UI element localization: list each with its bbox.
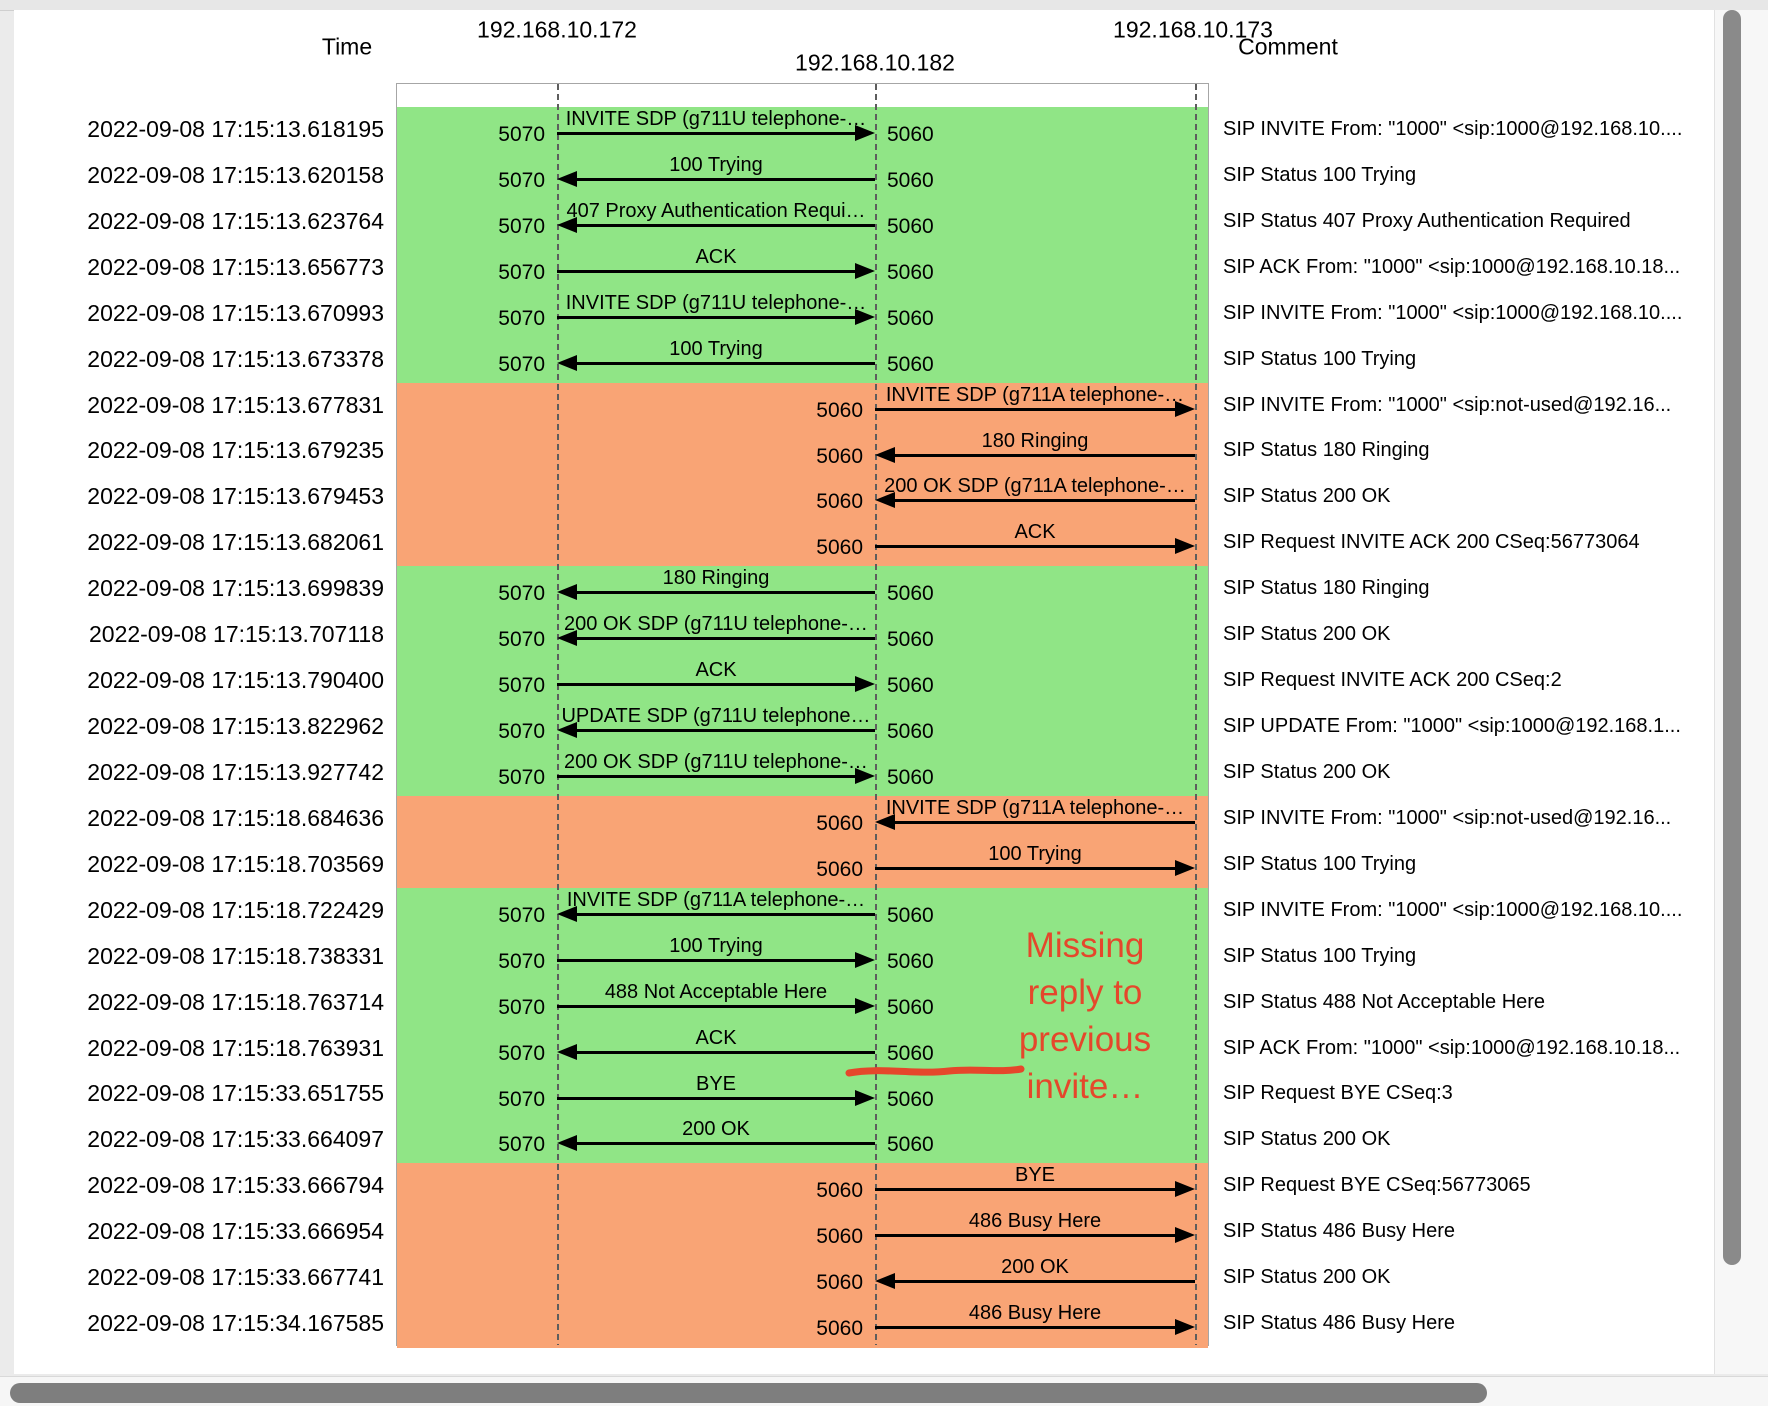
right-port-label: 5060 [887, 674, 934, 698]
message-arrow [891, 1280, 1195, 1283]
timestamp: 2022-09-08 17:15:13.623764 [87, 207, 384, 234]
timestamp: 2022-09-08 17:15:13.677831 [87, 391, 384, 418]
timestamp: 2022-09-08 17:15:33.667741 [87, 1264, 384, 1291]
message-label: 200 OK SDP (g711U telephone-… [564, 613, 868, 636]
message-label: INVITE SDP (g711A telephone-… [885, 796, 1185, 819]
comment-text: SIP Status 180 Ringing [1223, 577, 1430, 600]
message-label: ACK [695, 659, 737, 682]
message-arrow [573, 1051, 875, 1054]
message-arrow [875, 1188, 1179, 1191]
left-port-label: 5070 [498, 582, 545, 606]
left-port-label: 5060 [816, 1179, 863, 1203]
message-arrow [557, 683, 859, 686]
horizontal-scrollbar-track[interactable] [0, 1376, 1768, 1406]
message-arrow [891, 499, 1195, 502]
message-arrow [557, 132, 859, 135]
timestamp: 2022-09-08 17:15:13.656773 [87, 253, 384, 280]
timestamp: 2022-09-08 17:15:13.670993 [87, 299, 384, 326]
message-arrow [573, 637, 875, 640]
message-arrow [573, 913, 875, 916]
host-header-1: 192.168.10.172 [477, 16, 637, 43]
left-port-label: 5070 [498, 903, 545, 927]
message-label: 200 OK [682, 1118, 750, 1141]
message-arrow [875, 545, 1179, 548]
left-port-label: 5070 [498, 949, 545, 973]
message-arrow [891, 454, 1195, 457]
left-port-label: 5070 [498, 123, 545, 146]
comment-text: SIP Status 200 OK [1223, 1266, 1391, 1289]
comment-text: SIP INVITE From: "1000" <sip:1000@192.168.10.... [1223, 898, 1683, 921]
left-port-label: 5060 [816, 1271, 863, 1295]
message-arrow [875, 1234, 1179, 1237]
timestamp: 2022-09-08 17:15:13.620158 [87, 161, 384, 188]
host-lifeline-3 [1195, 84, 1197, 1345]
left-port-label: 5070 [498, 766, 545, 790]
right-port-label: 5060 [887, 260, 934, 284]
comment-column-header: Comment [1238, 33, 1338, 60]
comment-text: SIP Status 100 Trying [1223, 163, 1417, 186]
right-port-label: 5060 [887, 766, 934, 790]
message-label: 100 Trying [669, 153, 763, 176]
comment-text: SIP UPDATE From: "1000" <sip:1000@192.168.1... [1223, 715, 1681, 738]
timestamp: 2022-09-08 17:15:13.699839 [87, 575, 384, 602]
comment-text: SIP Status 486 Busy Here [1223, 1220, 1455, 1243]
message-label: 486 Busy Here [968, 1210, 1102, 1233]
message-arrow [557, 1097, 859, 1100]
timestamp: 2022-09-08 17:15:33.666794 [87, 1172, 384, 1199]
right-port-label: 5060 [887, 949, 934, 973]
message-label: 100 Trying [669, 337, 763, 360]
right-port-label: 5060 [887, 1087, 934, 1111]
comment-text: SIP Status 200 OK [1223, 623, 1391, 646]
annotation-line: previous [1018, 1020, 1152, 1059]
message-arrow [573, 1142, 875, 1145]
right-port-label: 5060 [887, 1041, 934, 1065]
comment-text: SIP Request INVITE ACK 200 CSeq:56773064 [1223, 531, 1640, 554]
message-label: INVITE SDP (g711U telephone-… [565, 108, 867, 130]
right-port-label: 5060 [887, 903, 934, 927]
message-label: 407 Proxy Authentication Requi… [566, 199, 866, 222]
comment-text: SIP Status 200 OK [1223, 760, 1391, 783]
comment-text: SIP Status 100 Trying [1223, 852, 1417, 875]
annotation-underline-stroke [845, 1062, 1027, 1082]
host-lifeline-1 [557, 84, 559, 1345]
message-label: 180 Ringing [662, 567, 770, 590]
host-header-2: 192.168.10.182 [795, 49, 955, 76]
message-arrow [891, 821, 1195, 824]
annotation-line: Missing [1025, 926, 1145, 965]
timestamp: 2022-09-08 17:15:13.682061 [87, 529, 384, 556]
message-arrow [573, 362, 875, 365]
message-label: ACK [695, 245, 737, 268]
message-label: 100 Trying [988, 842, 1082, 865]
comment-text: SIP Status 200 OK [1223, 485, 1391, 508]
comment-text: SIP Status 407 Proxy Authentication Required [1223, 209, 1631, 232]
timestamp: 2022-09-08 17:15:18.684636 [87, 804, 384, 831]
message-label: 200 OK [1001, 1256, 1069, 1279]
comment-text: SIP INVITE From: "1000" <sip:1000@192.168.10.... [1223, 117, 1683, 140]
left-port-label: 5060 [816, 444, 863, 468]
message-label: 180 Ringing [981, 429, 1089, 452]
message-arrow [573, 729, 875, 732]
comment-text: SIP Request BYE CSeq:3 [1223, 1082, 1453, 1105]
horizontal-scrollbar-thumb[interactable] [10, 1383, 1487, 1403]
message-arrow [573, 224, 875, 227]
comment-text: SIP ACK From: "1000" <sip:1000@192.168.10.18... [1223, 1036, 1681, 1059]
comment-text: SIP INVITE From: "1000" <sip:not-used@192.16... [1223, 393, 1672, 416]
message-arrow [573, 591, 875, 594]
comment-text: SIP Status 180 Ringing [1223, 439, 1430, 462]
comment-text: SIP INVITE From: "1000" <sip:not-used@192.16... [1223, 806, 1672, 829]
left-port-label: 5060 [816, 536, 863, 560]
left-port-label: 5070 [498, 1087, 545, 1111]
message-label: 486 Busy Here [968, 1302, 1102, 1325]
left-port-label: 5060 [816, 811, 863, 835]
message-arrow [557, 775, 859, 778]
message-label: UPDATE SDP (g711U telephone… [561, 705, 871, 728]
left-port-label: 5070 [498, 1133, 545, 1157]
left-port-label: 5070 [498, 674, 545, 698]
timestamp: 2022-09-08 17:15:18.763931 [87, 1034, 384, 1061]
comment-text: SIP INVITE From: "1000" <sip:1000@192.168.10.... [1223, 301, 1683, 324]
timestamp: 2022-09-08 17:15:13.790400 [87, 667, 384, 694]
right-port-label: 5060 [887, 168, 934, 192]
message-label: INVITE SDP (g711U telephone-… [565, 291, 867, 314]
message-label: BYE [695, 1072, 737, 1095]
timestamp: 2022-09-08 17:15:13.822962 [87, 713, 384, 740]
right-port-label: 5060 [887, 1133, 934, 1157]
message-label: ACK [1014, 521, 1056, 544]
timestamp: 2022-09-08 17:15:18.703569 [87, 850, 384, 877]
annotation-line: invite… [1026, 1067, 1144, 1106]
message-arrow [875, 867, 1179, 870]
message-arrow [875, 408, 1179, 411]
host-header-3: 192.168.10.173 [1113, 16, 1273, 43]
message-arrow [557, 270, 859, 273]
vertical-scrollbar-thumb[interactable] [1723, 10, 1741, 1265]
timestamp: 2022-09-08 17:15:13.679453 [87, 483, 384, 510]
timestamp: 2022-09-08 17:15:34.167585 [87, 1310, 384, 1337]
comment-text: SIP Status 488 Not Acceptable Here [1223, 990, 1546, 1013]
left-port-label: 5060 [816, 1225, 863, 1249]
left-port-label: 5070 [498, 260, 545, 284]
right-port-label: 5060 [887, 720, 934, 744]
comment-text: SIP Request INVITE ACK 200 CSeq:2 [1223, 669, 1562, 692]
comment-text: SIP Request BYE CSeq:56773065 [1223, 1174, 1531, 1197]
right-port-label: 5060 [887, 582, 934, 606]
message-label: 200 OK SDP (g711U telephone-… [564, 751, 868, 774]
vertical-scrollbar-track[interactable] [1714, 10, 1768, 1374]
message-label: INVITE SDP (g711A telephone-… [885, 383, 1185, 406]
left-port-label: 5070 [498, 168, 545, 192]
timestamp: 2022-09-08 17:15:33.666954 [87, 1218, 384, 1245]
message-arrow [557, 316, 859, 319]
comment-text: SIP ACK From: "1000" <sip:1000@192.168.10.18... [1223, 255, 1681, 278]
message-label: 488 Not Acceptable Here [604, 980, 828, 1003]
time-column-header: Time [321, 33, 373, 60]
right-port-label: 5060 [887, 352, 934, 376]
timestamp: 2022-09-08 17:15:13.673378 [87, 345, 384, 372]
left-port-label: 5060 [816, 1317, 863, 1341]
timestamp: 2022-09-08 17:15:13.618195 [87, 115, 384, 142]
timestamp: 2022-09-08 17:15:18.738331 [87, 942, 384, 969]
message-arrow [875, 1326, 1179, 1329]
left-port-label: 5060 [816, 490, 863, 514]
left-port-label: 5070 [498, 214, 545, 238]
message-label: ACK [695, 1026, 737, 1049]
comment-text: SIP Status 200 OK [1223, 1128, 1391, 1151]
left-port-label: 5070 [498, 995, 545, 1019]
timestamp: 2022-09-08 17:15:33.651755 [87, 1080, 384, 1107]
right-port-label: 5060 [887, 214, 934, 238]
timestamp: 2022-09-08 17:15:18.722429 [87, 896, 384, 923]
left-port-label: 5060 [816, 398, 863, 422]
timestamp: 2022-09-08 17:15:33.664097 [87, 1126, 384, 1153]
host-lifeline-2 [875, 84, 877, 1345]
message-label: 200 OK SDP (g711A telephone-… [884, 475, 1186, 498]
left-port-label: 5070 [498, 306, 545, 330]
comment-text: SIP Status 486 Busy Here [1223, 1312, 1455, 1335]
right-port-label: 5060 [887, 628, 934, 652]
timestamp: 2022-09-08 17:15:13.927742 [87, 758, 384, 785]
message-label: BYE [1014, 1164, 1056, 1187]
comment-text: SIP Status 100 Trying [1223, 347, 1417, 370]
right-port-label: 5060 [887, 306, 934, 330]
message-arrow [557, 959, 859, 962]
left-port-label: 5070 [498, 628, 545, 652]
left-port-label: 5060 [816, 857, 863, 881]
annotation-line: reply to [1027, 973, 1143, 1012]
message-arrow [573, 178, 875, 181]
timestamp: 2022-09-08 17:15:13.679235 [87, 437, 384, 464]
message-label: INVITE SDP (g711A telephone-… [566, 888, 866, 911]
right-port-label: 5060 [887, 995, 934, 1019]
timestamp: 2022-09-08 17:15:18.763714 [87, 988, 384, 1015]
message-arrow [557, 1005, 859, 1008]
message-label: 100 Trying [669, 934, 763, 957]
left-port-label: 5070 [498, 720, 545, 744]
right-port-label: 5060 [887, 123, 934, 146]
comment-text: SIP Status 100 Trying [1223, 944, 1417, 967]
left-port-label: 5070 [498, 1041, 545, 1065]
timestamp: 2022-09-08 17:15:13.707118 [88, 621, 384, 648]
left-port-label: 5070 [498, 352, 545, 376]
